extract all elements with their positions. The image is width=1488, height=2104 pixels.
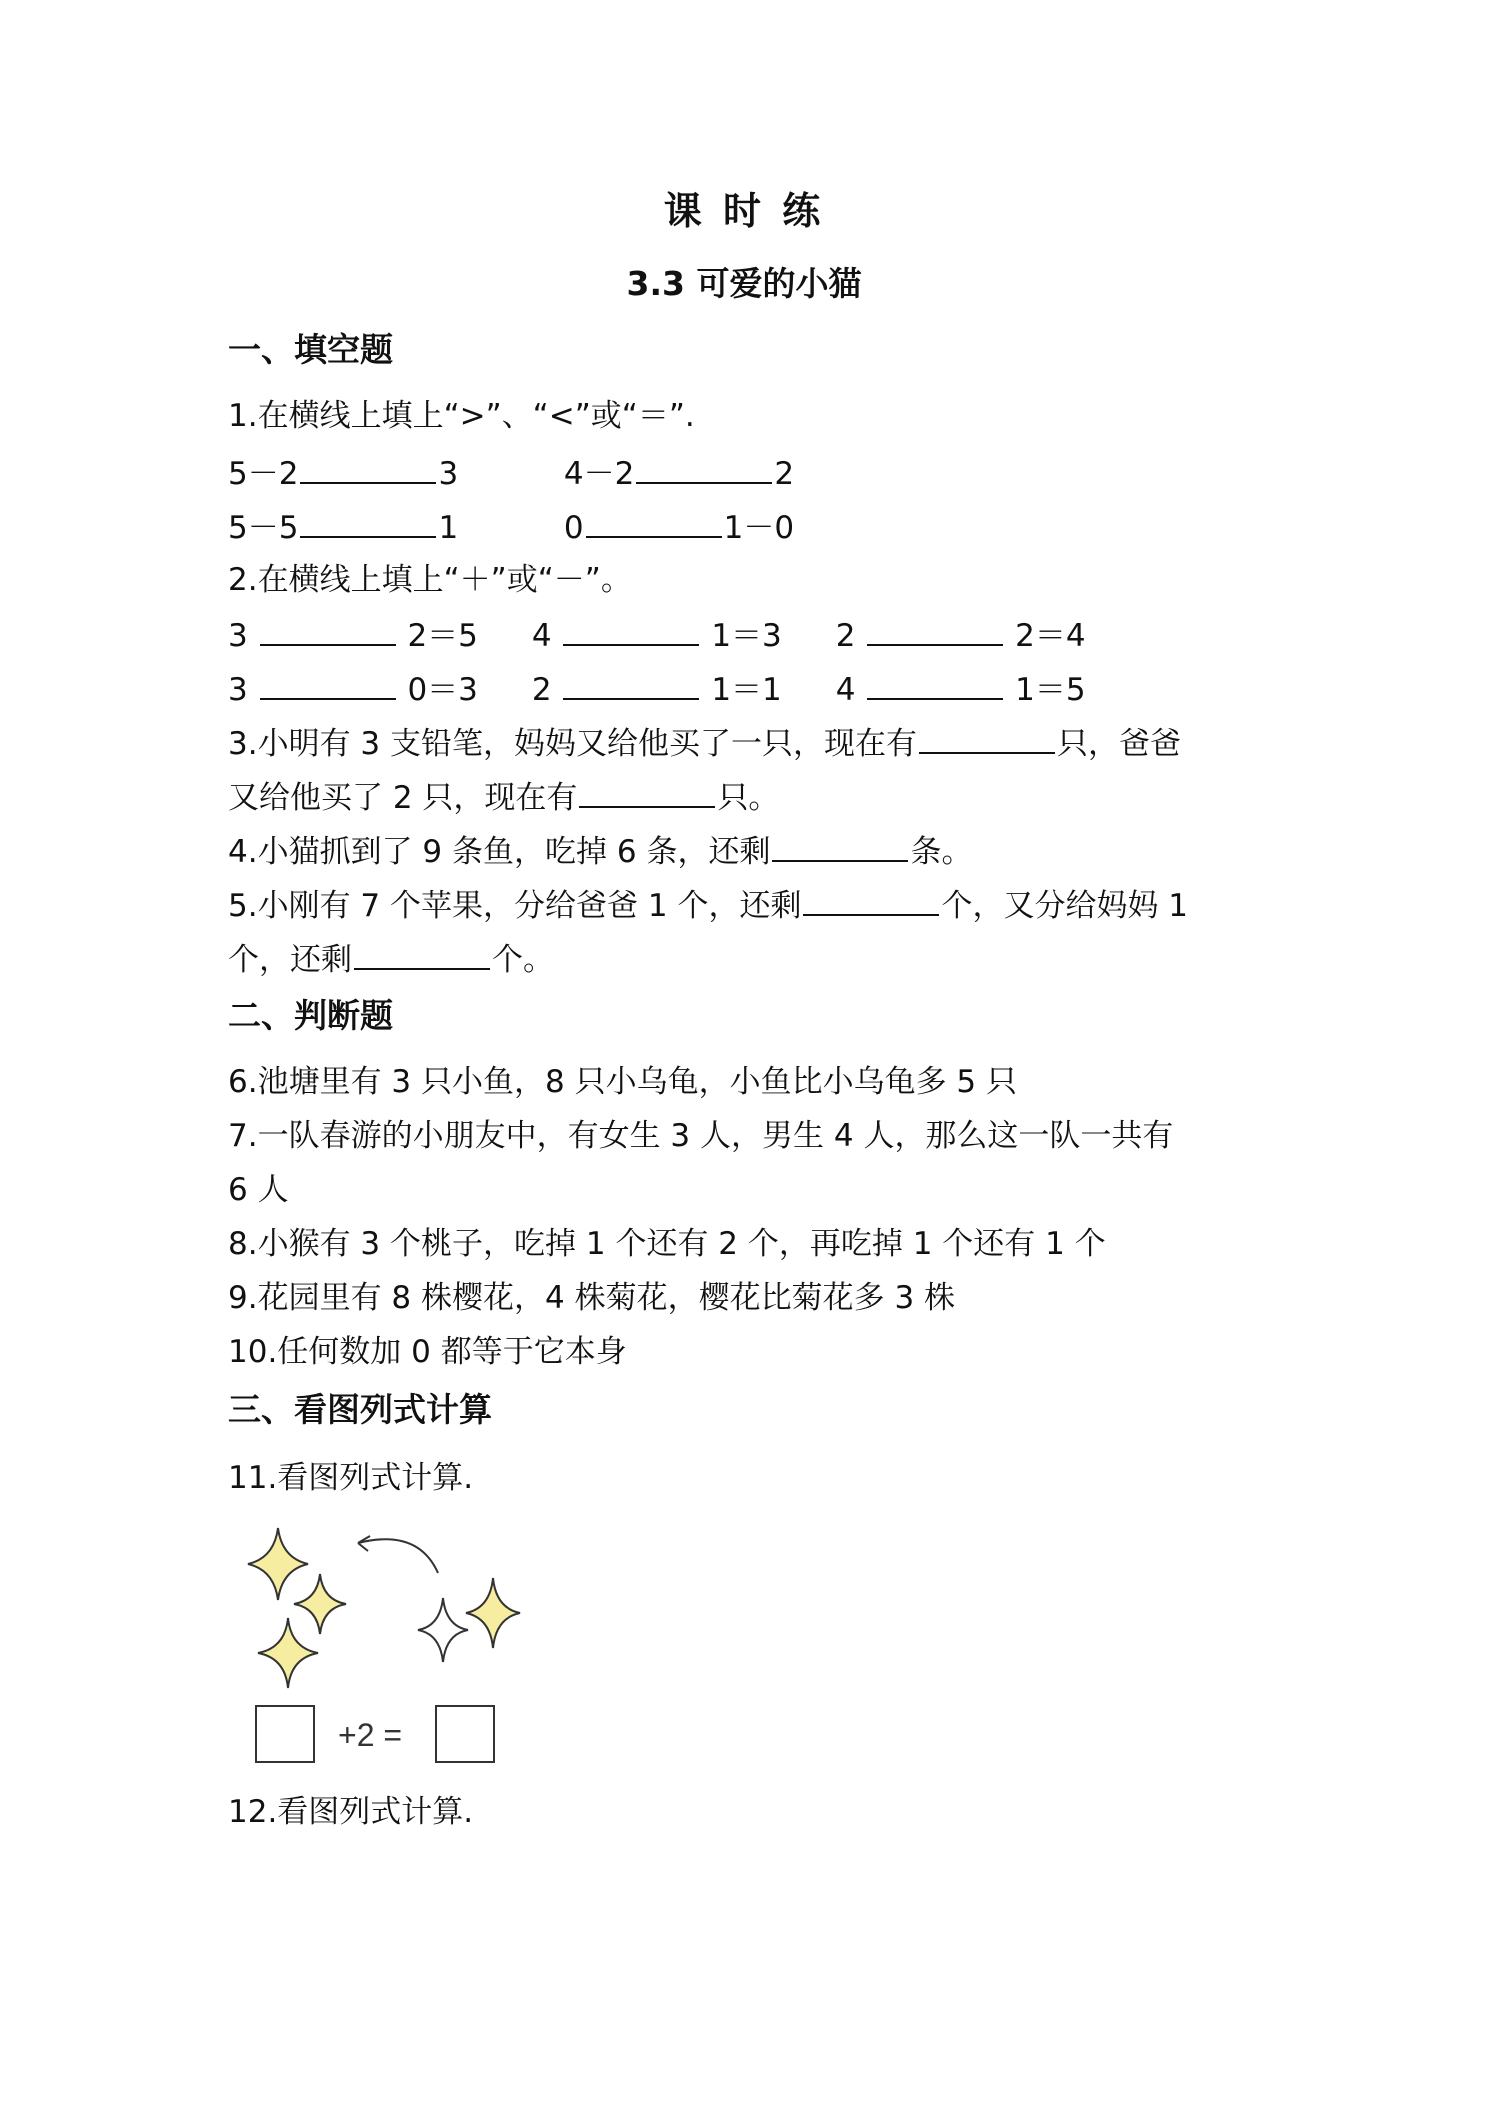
- q2-row-2: [228, 668, 1086, 710]
- question-7-line-1: 7.一队春游的小朋友中，有女生 3 人，男生 4 人，那么这一队一共有: [228, 1118, 1174, 1154]
- q2-result: 2＝5: [407, 618, 478, 654]
- star-figure: [228, 1518, 528, 1772]
- lesson-subtitle: 3.3 可爱的小猫: [626, 264, 862, 303]
- answer-blank[interactable]: [260, 668, 396, 700]
- white-star-icon: [466, 1578, 520, 1648]
- q5-text: 个。: [492, 942, 554, 978]
- answer-blank[interactable]: [300, 506, 436, 538]
- section-true-false: 二、判断题: [228, 996, 393, 1035]
- q1-expr: 0: [563, 510, 584, 546]
- yellow-star-icon: [294, 1574, 346, 1634]
- answer-blank[interactable]: [586, 506, 722, 538]
- answer-blank[interactable]: [579, 776, 715, 808]
- question-2-prompt: 2.在横线上填上“＋”或“－”。: [228, 562, 632, 598]
- question-8: 8.小猴有 3 个桃子，吃掉 1 个还有 2 个，再吃掉 1 个还有 1 个: [228, 1226, 1106, 1262]
- q2-operand: 2: [835, 618, 856, 654]
- q2-operand: 3: [228, 618, 248, 654]
- q3-text: 只，爸爸: [1057, 726, 1182, 762]
- q3-text: 3.小明有 3 支铅笔，妈妈又给他买了一只，现在有: [228, 726, 918, 762]
- yellow-star-icon: [248, 1528, 308, 1600]
- answer-blank[interactable]: [563, 614, 699, 646]
- answer-blank[interactable]: [867, 614, 1003, 646]
- question-1-prompt: 1.在横线上填上“>”、“<”或“＝”.: [228, 398, 695, 434]
- q2-result: 1＝3: [711, 618, 782, 654]
- question-7-line-2: 6 人: [228, 1172, 289, 1208]
- section-fill-blank: 一、填空题: [228, 330, 393, 369]
- answer-box: [436, 1706, 494, 1762]
- q1-expr: 5－5: [228, 510, 299, 546]
- q1-expr: 1－0: [723, 510, 795, 546]
- q3-text: 只。: [717, 780, 780, 816]
- answer-blank[interactable]: [867, 668, 1003, 700]
- yellow-star-icon: [258, 1618, 318, 1688]
- question-3-line-1: [228, 722, 1181, 764]
- question-10: 10.任何数加 0 都等于它本身: [228, 1334, 627, 1370]
- section-picture-calc: 三、看图列式计算: [228, 1390, 492, 1429]
- equation-operator: +2 =: [338, 1717, 403, 1753]
- question-5-line-2: [228, 938, 554, 980]
- q5-text: 5.小刚有 7 个苹果，分给爸爸 1 个，还剩: [228, 888, 802, 924]
- q2-result: 1＝1: [711, 672, 782, 708]
- q2-operand: 4: [531, 618, 552, 654]
- answer-blank[interactable]: [354, 938, 490, 970]
- answer-blank[interactable]: [919, 722, 1055, 754]
- question-6: 6.池塘里有 3 只小鱼，8 只小乌龟，小鱼比小乌龟多 5 只: [228, 1064, 1018, 1100]
- q3-text: 又给他买了 2 只，现在有: [228, 780, 578, 816]
- q1-row-2: [228, 506, 794, 548]
- q4-text: 条。: [910, 834, 973, 870]
- q2-operand: 3: [228, 672, 248, 708]
- answer-blank[interactable]: [636, 452, 772, 484]
- q1-expr: 2: [774, 456, 795, 492]
- question-11: 11.看图列式计算.: [228, 1460, 474, 1496]
- q2-result: 2＝4: [1015, 618, 1086, 654]
- q4-text: 4.小猫抓到了 9 条鱼，吃掉 6 条，还剩: [228, 834, 771, 870]
- answer-box: [256, 1706, 314, 1762]
- curved-arrow-icon: [358, 1539, 438, 1573]
- q2-result: 0＝3: [407, 672, 478, 708]
- answer-blank[interactable]: [300, 452, 436, 484]
- q1-expr: 1: [438, 510, 459, 546]
- q1-expr: 3: [438, 456, 459, 492]
- question-3-line-2: [228, 776, 779, 818]
- page-title: 课 时 练: [663, 189, 825, 233]
- stars-illustration: [228, 1518, 528, 1768]
- q2-result: 1＝5: [1015, 672, 1086, 708]
- question-12: 12.看图列式计算.: [228, 1794, 474, 1830]
- answer-blank[interactable]: [260, 614, 396, 646]
- q2-row-1: [228, 614, 1086, 656]
- question-5-line-1: [228, 884, 1188, 926]
- answer-blank[interactable]: [772, 830, 908, 862]
- answer-blank[interactable]: [803, 884, 939, 916]
- q5-text: 个，还剩: [228, 942, 352, 978]
- question-9: 9.花园里有 8 株樱花，4 株菊花，樱花比菊花多 3 株: [228, 1280, 956, 1316]
- q1-expr: 4－2: [563, 456, 635, 492]
- q5-text: 个，又分给妈妈 1: [941, 888, 1189, 924]
- q2-operand: 2: [531, 672, 552, 708]
- q1-expr: 5－2: [228, 456, 299, 492]
- white-star-icon: [418, 1598, 468, 1662]
- answer-blank[interactable]: [563, 668, 699, 700]
- question-4: [228, 830, 972, 872]
- q2-operand: 4: [835, 672, 856, 708]
- q1-row-1: [228, 452, 794, 494]
